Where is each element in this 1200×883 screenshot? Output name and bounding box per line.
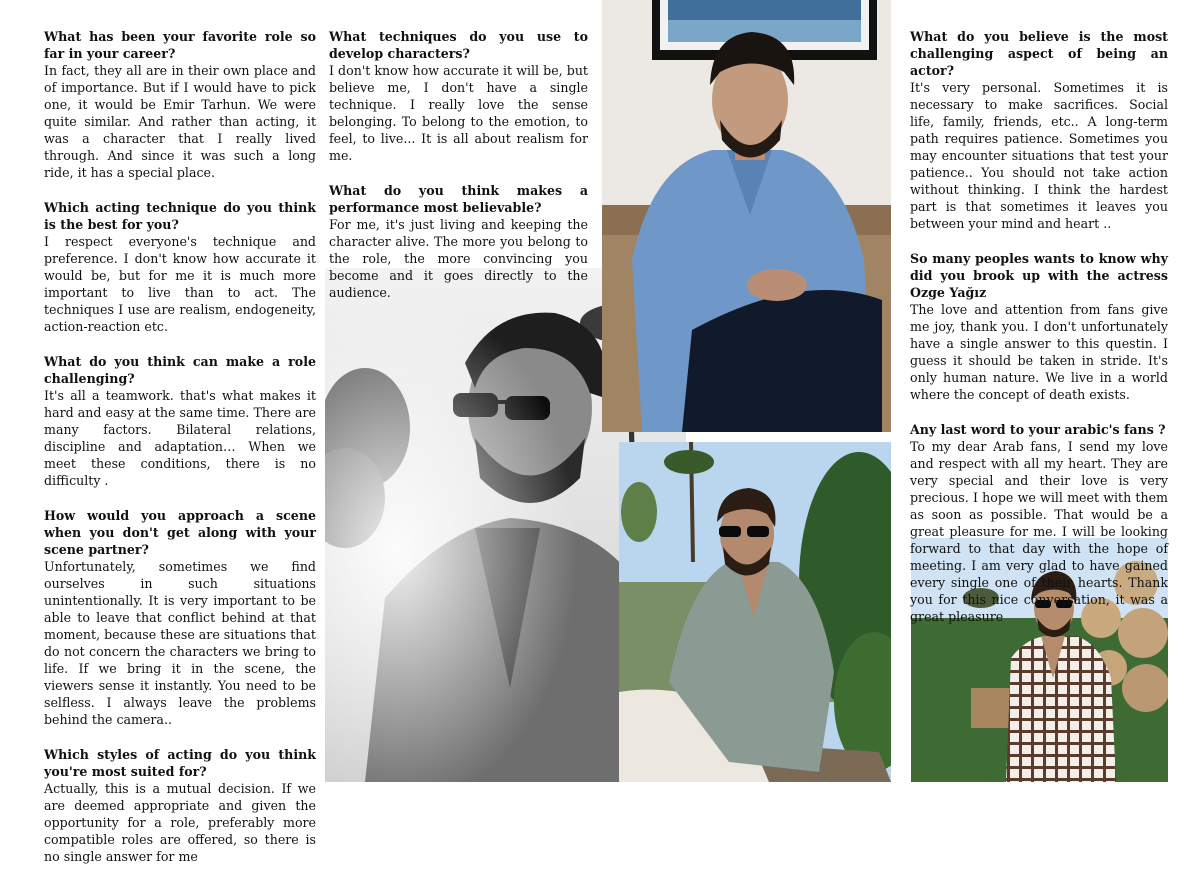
qa-block (44, 199, 316, 335)
answer: Unfortunately, sometimes we find ourselves in such situations unintentionally. It is very important to be able to leave that conflict behind at that moment, because these are situations that do not concern the characters we bring to life. If we bring it in the scene, the viewers sense it instantly. You need to be selfless. I always leave the problems behind the camera.. (44, 559, 316, 727)
question: What do you think makes a performance most believable? (329, 183, 588, 215)
question: How would you approach a scene when you don't get along with your scene partner? (44, 508, 316, 557)
answer: I respect everyone's technique and preference. I don't know how accurate it would be, but for me it is much more important to live than to act. The techniques I use are realism, endogeneity, action-reaction etc. (44, 234, 316, 334)
qa-block (44, 507, 316, 728)
question: What has been your favorite role so far in your career? (44, 29, 316, 61)
question: What do you think can make a role challenging? (44, 354, 316, 386)
qa-block (44, 28, 316, 181)
question: Which styles of acting do you think you're most suited for? (44, 747, 316, 779)
question: So many peoples wants to know why did you brook up with the actress Ozge Yağız (910, 251, 1168, 300)
answer: In fact, they all are in their own place and of importance. But if I would have to pick one, it would be Emir Tarhun. We were quite similar. And rather than acting, it was a character that I really lived through. And since it was such a long ride, it has a special place. (44, 63, 316, 180)
text-column-right (910, 28, 1168, 643)
qa-block (910, 28, 1168, 232)
question: What techniques do you use to develop characters? (329, 29, 588, 61)
answer: Actually, this is a mutual decision. If we are deemed appropriate and given the opportunity for a role, preferably more compatible roles are offered, so there is no single answer for me (44, 781, 316, 864)
answer: I don't know how accurate it will be, but believe me, I don't have a single technique. I really love the sense belonging. To belong to the emotion, to feel, to live... It is all about realism for me. (329, 63, 588, 163)
qa-block (910, 421, 1168, 625)
answer: To my dear Arab fans, I send my love and respect with all my heart. They are very special and their love is very precious. I hope we will meet with them as soon as possible. That would be a great pleasure for me. I will be looking forward to that day with the hope of meeting. I am very glad to have gained every single one of their hearts. Thank you for this nice conversation, it was a great pleasure (910, 439, 1168, 624)
qa-block (44, 746, 316, 865)
text-column-left (44, 28, 316, 883)
answer: The love and attention from fans give me joy, thank you. I don't unfortunately have a single answer to this questin. I guess it should be taken in stride. It's only human nature. We live in a world where the concept of death exists. (910, 302, 1168, 402)
photo-sitting-blue-shirt (602, 0, 891, 432)
qa-block (44, 353, 316, 489)
answer: It's all a teamwork. that's what makes it hard and easy at the same time. There are many factors. Bilateral relations, discipline and adaptation… When we meet these conditions, there is no difficulty . (44, 388, 316, 488)
question: Any last word to your arabic's fans ? (910, 422, 1166, 437)
answer: For me, it's just living and keeping the character alive. The more you belong to the role, the more convincing you become and it goes directly to the audience. (329, 217, 588, 300)
qa-block (329, 28, 588, 164)
qa-block (910, 250, 1168, 403)
answer: It's very personal. Sometimes it is necessary to make sacrifices. Social life, family, friends, etc.. A long-term path requires patience. Sometimes you may encounter situations that test your patience.. You should not take action without thinking. I think the hardest part is that sometimes it leaves you between your mind and heart .. (910, 80, 1168, 231)
photo-outdoor-trees (619, 442, 891, 782)
text-column-middle (329, 28, 588, 319)
question: What do you believe is the most challenging aspect of being an actor? (910, 29, 1168, 78)
qa-block (329, 182, 588, 301)
question: Which acting technique do you think is the best for you? (44, 200, 316, 232)
